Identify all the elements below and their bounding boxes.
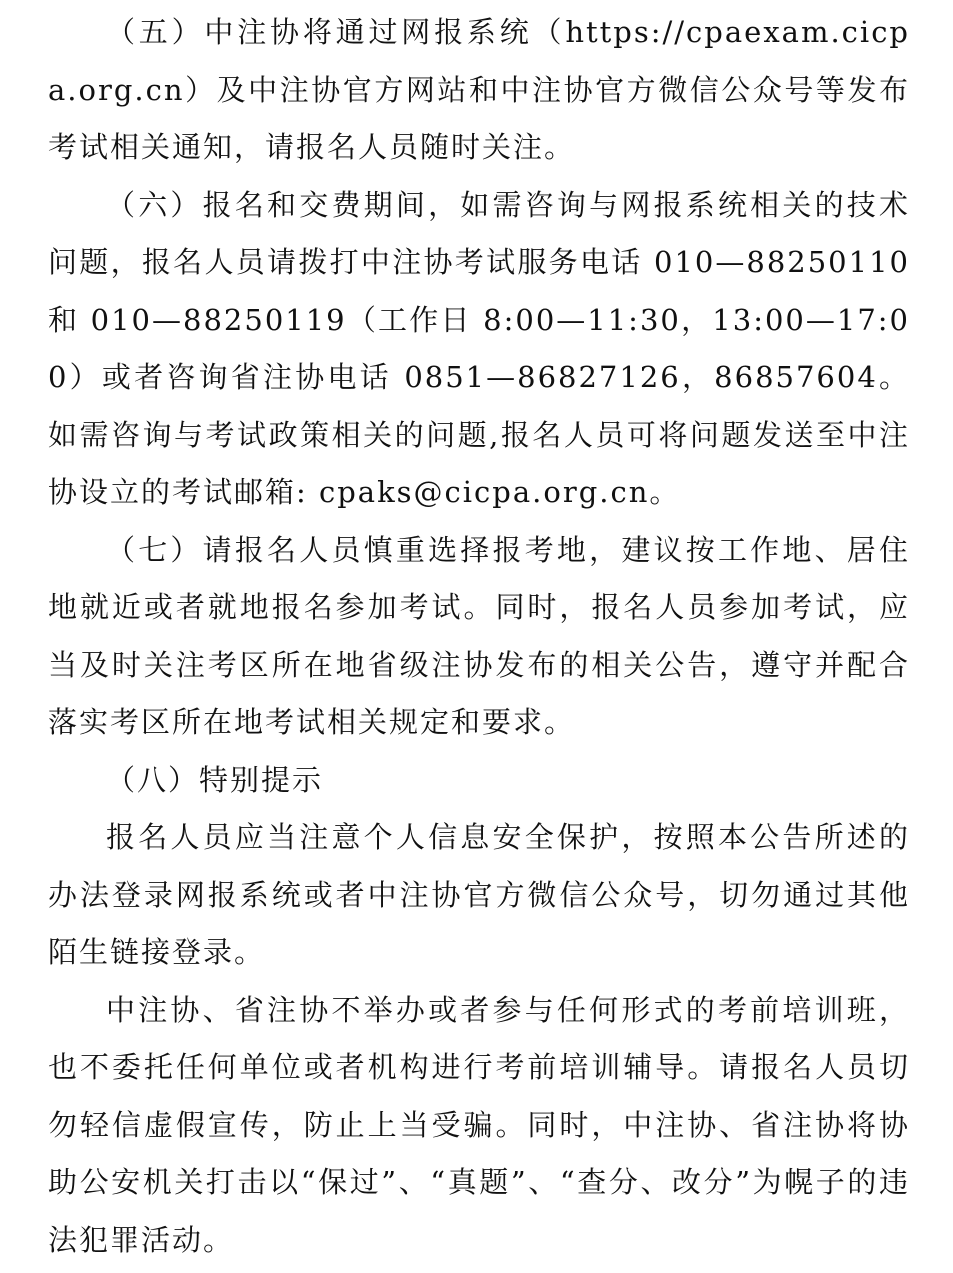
- section-heading-special-notice: （八）特别提示: [106, 762, 324, 797]
- paragraph-five: （五）中注协将通过网报系统（https://cpaexam.cicpa.org.cn）及中注协官方网站和中注协官方微信公众号等发布考试相关通知，请报名人员随时关注。: [48, 15, 910, 164]
- document-body: [48, 4, 910, 1269]
- paragraph-seven: （七）请报名人员慎重选择报考地，建议按工作地、居住地就近或者就地报名参加考试。同时，报名人员参加考试，应当及时关注考区所在地省级注协发布的相关公告，遵守并配合落实考区所在地考试相关规定和要求。: [48, 532, 910, 739]
- paragraph-info-security: 报名人员应当注意个人信息安全保护，按照本公告所述的办法登录网报系统或者中注协官方微信公众号，切勿通过其他陌生链接登录。: [48, 820, 910, 969]
- paragraph-six: （六）报名和交费期间，如需咨询与网报系统相关的技术问题，报名人员请拨打中注协考试服务电话 010—88250110 和 010—88250119（工作日 8:00—11:30，13:00—17:00）或者咨询省注协电话 0851—86827126，86857604。如需咨询与考试政策相关的问题,报名人员可将问题发送至中注协设立的考试邮箱: cpaks@cicpa.org.cn。: [48, 187, 910, 509]
- paragraph-no-training: 中注协、省注协不举办或者参与任何形式的考前培训班，也不委托任何单位或者机构进行考前培训辅导。请报名人员切勿轻信虚假宣传，防止上当受骗。同时，中注协、省注协将协助公安机关打击以“保过”、“真题”、“查分、改分”为幌子的违法犯罪活动。: [48, 992, 910, 1257]
